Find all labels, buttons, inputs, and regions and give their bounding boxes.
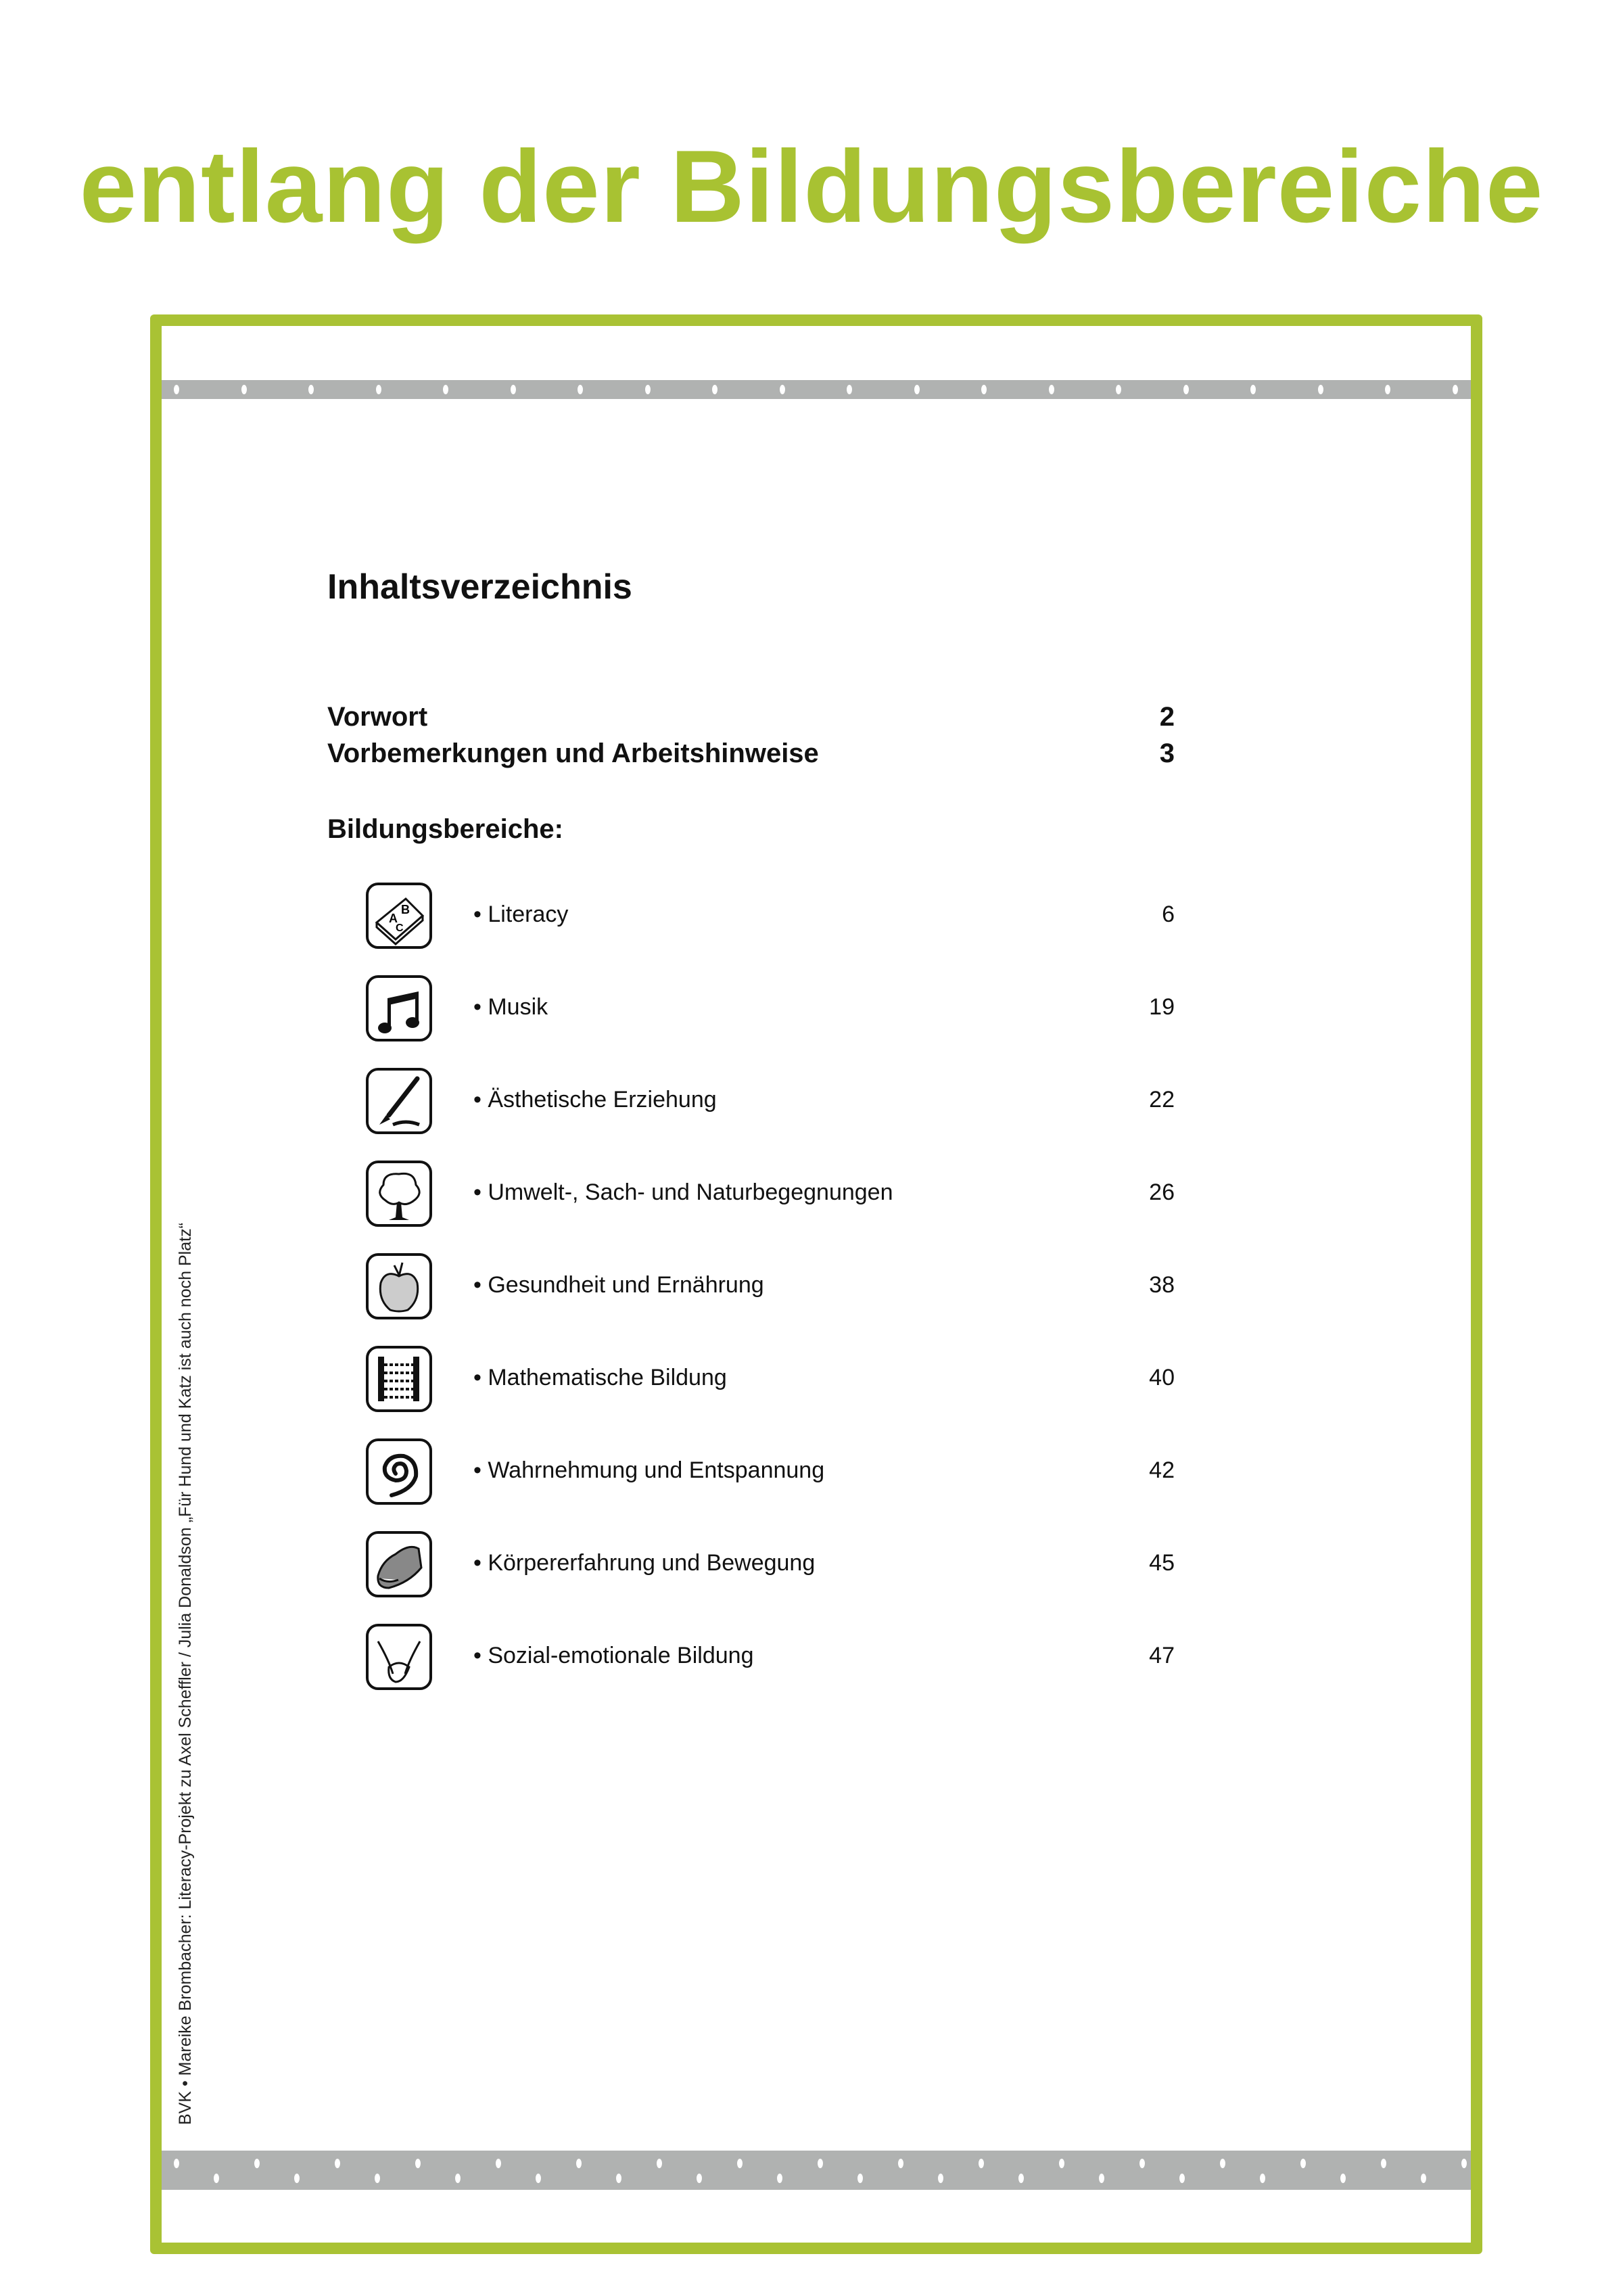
perforation-dot <box>1018 2174 1024 2183</box>
toc-item[interactable] <box>366 1346 1175 1412</box>
perforation-dot <box>376 385 381 394</box>
toc-item[interactable] <box>366 1624 1175 1690</box>
toc-item[interactable] <box>366 1438 1175 1505</box>
perforation-dot <box>576 2159 582 2168</box>
toc-item-label: • Literacy <box>473 901 569 927</box>
toc-item[interactable] <box>366 1253 1175 1319</box>
spiral-icon <box>366 1438 432 1505</box>
perforation-dot <box>294 2174 300 2183</box>
perforation-dot <box>308 385 314 394</box>
perforation-dot <box>616 2174 621 2183</box>
perforation-dot <box>455 2174 461 2183</box>
page-title: entlang der Bildungsbereiche <box>79 129 1544 244</box>
perforation-dot <box>898 2159 903 2168</box>
top-perforated-band <box>162 380 1471 399</box>
abacus-icon <box>366 1346 432 1412</box>
perforation-dot <box>578 385 583 394</box>
toc-item-label: • Sozial-emotionale Bildung <box>473 1643 754 1668</box>
bottom-perforated-band <box>162 2151 1471 2190</box>
toc-heading: Inhaltsverzeichnis <box>327 567 632 607</box>
toc-item-page: 26 <box>1149 1179 1175 1205</box>
toc-item-page: 45 <box>1149 1550 1175 1576</box>
perforation-dot <box>214 2174 219 2183</box>
toc-item-label: • Musik <box>473 994 548 1020</box>
toc-item-label: • Körpererfahrung und Bewegung <box>473 1550 816 1576</box>
tree-icon <box>366 1161 432 1227</box>
perforation-dot <box>1059 2159 1064 2168</box>
perforation-dot <box>536 2174 541 2183</box>
toc-entry-vorbemerkungen[interactable] <box>327 739 1175 769</box>
paintbrush-icon <box>366 1068 432 1134</box>
perforation-dot <box>1250 385 1256 394</box>
perforation-dot <box>697 2174 702 2183</box>
toc-entry-page: 2 <box>1159 702 1175 732</box>
toc-item[interactable] <box>366 1161 1175 1227</box>
perforation-dot <box>174 2159 179 2168</box>
perforation-dot <box>335 2159 340 2168</box>
perforation-dot <box>375 2174 380 2183</box>
handshake-icon <box>366 1624 432 1690</box>
toc-item[interactable] <box>366 975 1175 1041</box>
perforation-dot <box>857 2174 863 2183</box>
toc-item-page: 38 <box>1149 1272 1175 1298</box>
apple-icon <box>366 1253 432 1319</box>
perforation-dot <box>780 385 785 394</box>
svg-text:A: A <box>389 912 398 925</box>
perforation-dot <box>847 385 852 394</box>
toc-item-label: • Ästhetische Erziehung <box>473 1087 717 1112</box>
toc-item-page: 47 <box>1149 1643 1175 1668</box>
perforation-dot <box>1220 2159 1225 2168</box>
toc-item-label: • Mathematische Bildung <box>473 1365 727 1390</box>
perforation-dot <box>1385 385 1390 394</box>
perforation-dot <box>1260 2174 1265 2183</box>
perforation-dot <box>777 2174 782 2183</box>
perforation-dot <box>914 385 920 394</box>
perforation-dot <box>1049 385 1054 394</box>
toc-entry-label: Vorwort <box>327 702 428 732</box>
toc-item-label: • Wahrnehmung und Entspannung <box>473 1457 825 1483</box>
perforation-dot <box>645 385 651 394</box>
music-note-icon <box>366 975 432 1041</box>
toc-item[interactable] <box>366 883 1175 949</box>
toc-item[interactable] <box>366 1068 1175 1134</box>
copyright-side-text: BVK • Mareike Brombacher: Literacy-Projekt zu Axel Scheffler / Julia Donaldson „Für Hund und Katz ist auch noch Platz“ <box>176 1223 195 2125</box>
toc-entry-label: Vorbemerkungen und Arbeitshinweise <box>327 739 819 768</box>
perforation-dot <box>712 385 718 394</box>
perforation-dot <box>254 2159 260 2168</box>
perforation-dot <box>1453 385 1458 394</box>
perforation-dot <box>415 2159 421 2168</box>
perforation-dot <box>443 385 448 394</box>
perforation-dot <box>1318 385 1323 394</box>
perforation-dot <box>1116 385 1121 394</box>
perforation-dot <box>511 385 516 394</box>
perforation-dot <box>979 2159 984 2168</box>
toc-item-label: • Gesundheit und Ernährung <box>473 1272 764 1298</box>
toc-entry-page: 3 <box>1159 739 1175 768</box>
toc-item-page: 6 <box>1162 901 1175 927</box>
toc-item-page: 19 <box>1149 994 1175 1020</box>
perforation-dot <box>1340 2174 1346 2183</box>
perforation-dot <box>1099 2174 1104 2183</box>
sneaker-icon <box>366 1531 432 1597</box>
perforation-dot <box>1421 2174 1426 2183</box>
section-heading: Bildungsbereiche: <box>327 814 563 844</box>
perforation-dot <box>737 2159 743 2168</box>
perforation-dot <box>1461 2159 1467 2168</box>
perforation-dot <box>1183 385 1189 394</box>
abc-book-icon <box>366 883 432 949</box>
perforation-dot <box>1179 2174 1185 2183</box>
perforation-dot <box>818 2159 823 2168</box>
perforation-dot <box>241 385 247 394</box>
perforation-dot <box>174 385 179 394</box>
toc-item-page: 22 <box>1149 1087 1175 1112</box>
toc-entry-vorwort[interactable] <box>327 702 1175 732</box>
perforation-dot <box>1381 2159 1386 2168</box>
toc-item-page: 40 <box>1149 1365 1175 1390</box>
svg-text:B: B <box>401 903 410 916</box>
perforation-dot <box>938 2174 943 2183</box>
svg-text:C: C <box>396 922 404 934</box>
toc-item-label: • Umwelt-, Sach- und Naturbegegnungen <box>473 1179 893 1205</box>
perforation-dot <box>1300 2159 1306 2168</box>
toc-item-page: 42 <box>1149 1457 1175 1483</box>
perforation-dot <box>981 385 987 394</box>
toc-item[interactable] <box>366 1531 1175 1597</box>
perforation-dot <box>1139 2159 1145 2168</box>
perforation-dot <box>657 2159 662 2168</box>
perforation-dot <box>496 2159 501 2168</box>
